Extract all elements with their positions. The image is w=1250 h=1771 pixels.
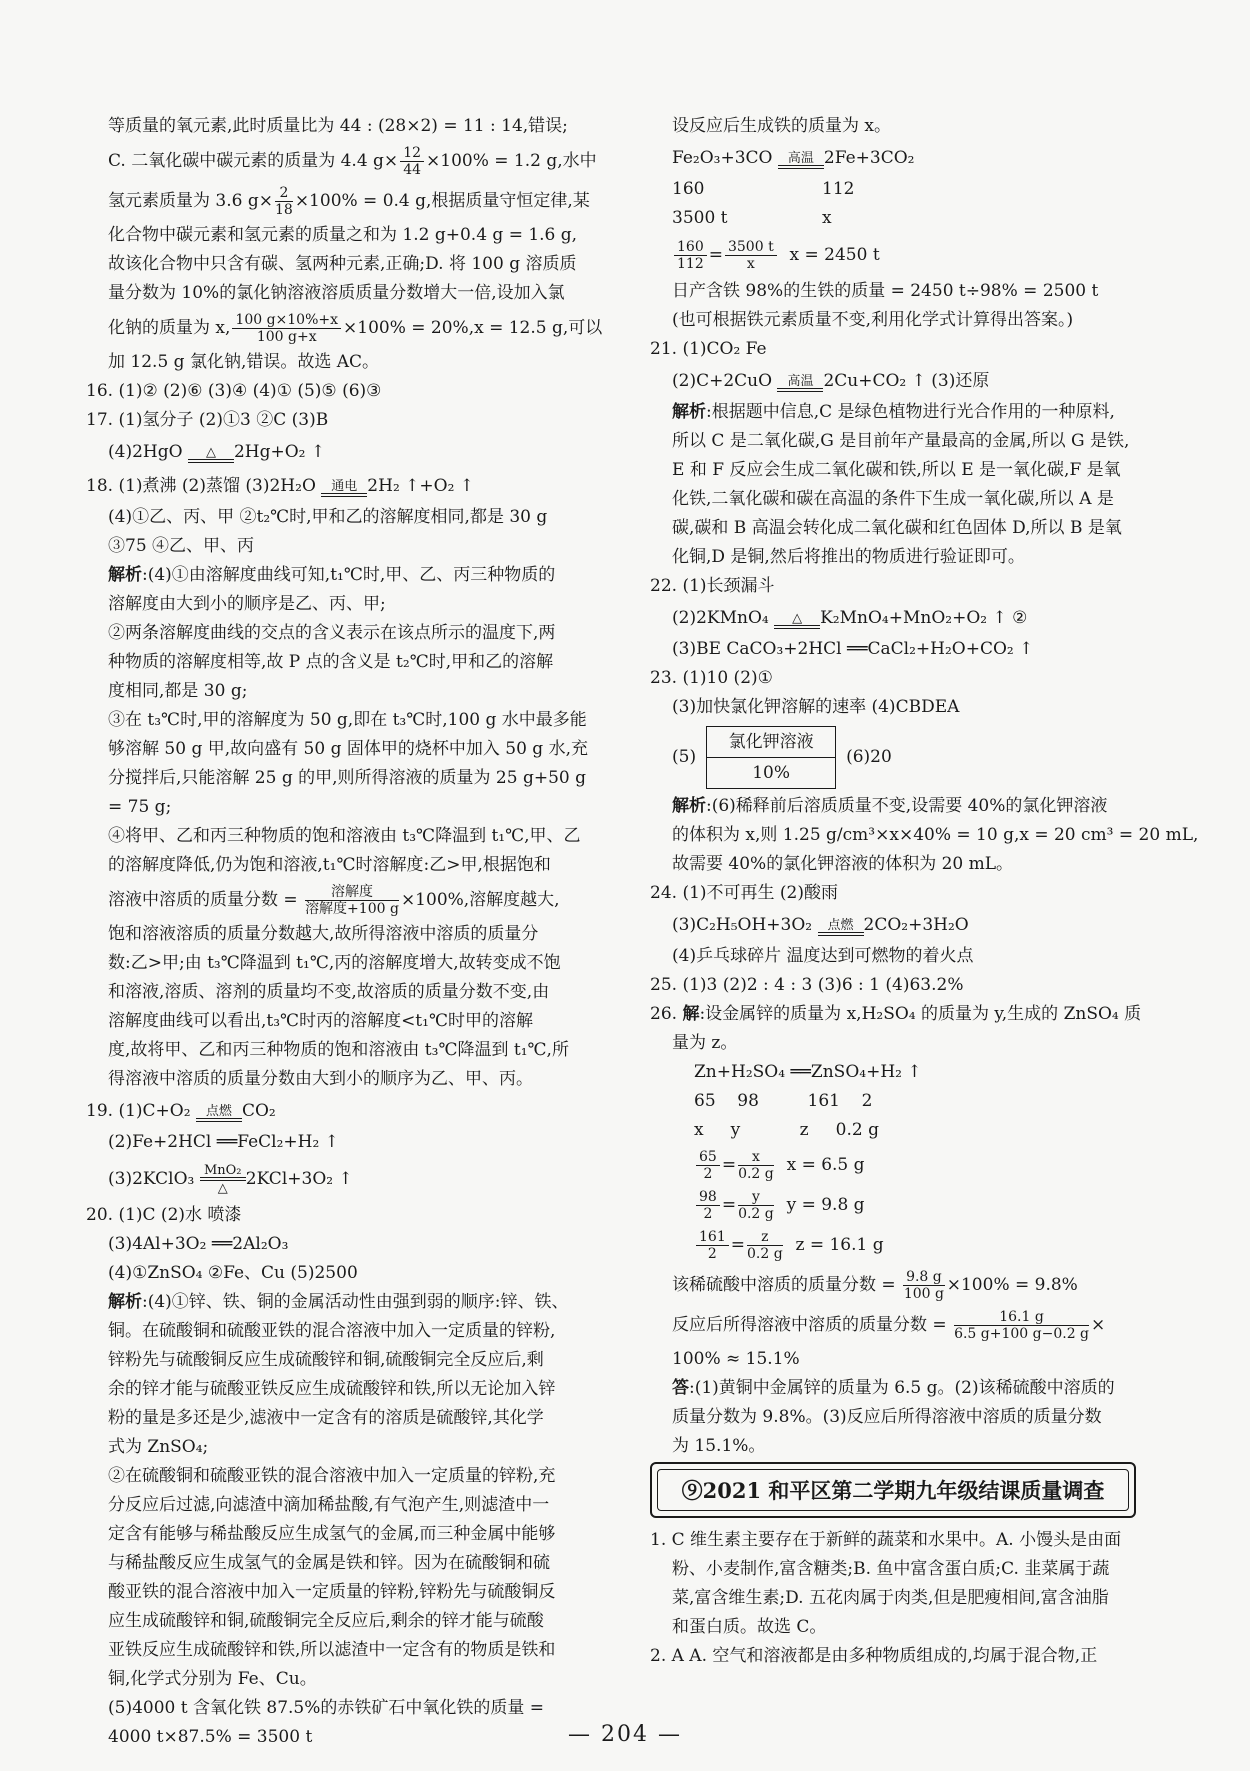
- text-line: ③在 t₃℃时,甲的溶解度为 50 g,即在 t₃℃时,100 g 水中最多能: [108, 710, 587, 730]
- answer-s2: 2. A A. 空气和溶液都是由多种物质组成的,均属于混合物,正: [650, 1646, 1098, 1666]
- text-line: 与稀盐酸反应生成氢气的金属是铁和锌。因为在硫酸铜和硫: [108, 1553, 550, 1573]
- section-banner: [650, 1462, 1136, 1518]
- text-line: (4)①ZnSO₄ ②Fe、Cu (5)2500: [108, 1263, 358, 1283]
- answer-16: 16. (1)② (2)⑥ (3)④ (4)① (5)⑤ (6)③: [86, 381, 382, 401]
- text-line: 铜,化学式分别为 Fe、Cu。: [108, 1669, 317, 1689]
- text-line: 的体积为 x,则 1.25 g/cm³×x×40% = 10 g,x = 20 cm³ = 20 mL,: [672, 825, 1199, 845]
- text-line: 量为 z。: [672, 1033, 738, 1053]
- answer-26: 26. 解:设金属锌的质量为 x,H₂SO₄ 的质量为 y,生成的 ZnSO₄ 质: [650, 1004, 1142, 1024]
- text-line: 化铜,D 是铜,然后将推出的物质进行验证即可。: [672, 547, 1025, 567]
- proportion: $\frac{98}{2}$ = $\frac{y}{0.2 g}$ y = 9.8 g: [650, 1185, 1136, 1225]
- fraction: $\frac{3500 t}{x}$: [725, 239, 777, 272]
- text-line: 种物质的溶解度相等,故 P 点的含义是 t₂℃时,甲和乙的溶解: [108, 652, 554, 672]
- text-line: C. 二氧化碳中碳元素的质量为 4.4 g× $\frac{12}{44}$ ×100% = 1.2 g,水中: [108, 145, 597, 178]
- text-line: 该稀硫酸中溶质的质量分数 = $\frac{9.8 g}{100 g}$ ×100% = 9.8%: [672, 1269, 1078, 1302]
- answer-20: 20. (1)C (2)水 喷漆: [86, 1205, 242, 1225]
- text-line: 的溶解度降低,仍为饱和溶液,t₁℃时溶解度:乙>甲,根据饱和: [108, 855, 551, 875]
- fraction: $\frac{12}{44}$: [400, 145, 424, 178]
- equation: (3)4Al+3O₂ ══2Al₂O₃: [108, 1234, 289, 1254]
- analysis: 解析:(4)①由溶解度曲线可知,t₁℃时,甲、乙、丙三种物质的: [108, 565, 556, 585]
- text-line: x y z 0.2 g: [694, 1120, 879, 1140]
- text-line: 故该化合物中只含有碳、氢两种元素,正确;D. 将 100 g 溶质质: [108, 254, 577, 274]
- analysis: 解析:(4)①锌、铁、铜的金属活动性由强到弱的顺序:锌、铁、: [108, 1292, 569, 1312]
- text-line: ②在硫酸铜和硫酸亚铁的混合溶液中加入一定质量的锌粉,充: [108, 1466, 556, 1486]
- text-line: 和蛋白质。故选 C。: [672, 1617, 827, 1637]
- text-line: = 75 g;: [108, 797, 172, 817]
- text-line: 和溶液,溶质、溶剂的质量均不变,故溶质的质量分数不变,由: [108, 982, 550, 1002]
- fraction: $\frac{160}{112}$: [674, 239, 707, 272]
- text-line: 等质量的氧元素,此时质量比为 44 : (28×2) = 11 : 14,错误;: [108, 116, 568, 136]
- text-line: 所以 C 是二氧化碳,G 是目前年产量最高的金属,所以 G 是铁,: [672, 431, 1130, 451]
- reagent-label: 氯化钾溶液 10%: [706, 726, 836, 789]
- answer-17: 17. (1)氢分子 (2)①3 ②C (3)B: [86, 410, 329, 430]
- text-line: 粉、小麦制作,富含糖类;B. 鱼中富含蛋白质;C. 韭菜属于蔬: [672, 1559, 1110, 1579]
- answer-19: 19. (1)C+O₂ 点燃 CO₂: [86, 1101, 276, 1121]
- text-line: 菜,富含维生素;D. 五花肉属于肉类,但是肥瘦相间,富含油脂: [672, 1588, 1109, 1608]
- text-line: 4000 t×87.5% = 3500 t: [108, 1727, 313, 1747]
- text-line: 100% ≈ 15.1%: [672, 1349, 800, 1369]
- equation: Fe₂O₃+3CO 高温 2Fe+3CO₂: [672, 148, 915, 168]
- analysis: 解析:(6)稀释前后溶质质量不变,设需要 40%的氯化钾溶液: [672, 796, 1108, 816]
- text-line: 酸亚铁的混合溶液中加入一定质量的锌粉,锌粉先与硫酸铜反: [108, 1582, 556, 1602]
- fraction: $\frac{\text{溶解度}}{\text{溶解度+100 g}}$: [305, 884, 399, 917]
- text-line: 亚铁反应生成硫酸锌和铁,所以滤渣中一定含有的物质是铁和: [108, 1640, 556, 1660]
- equation: (4)2HgO △ 2Hg+O₂ ↑: [108, 442, 326, 462]
- text-line: (3)加快氯化钾溶解的速率 (4)CBDEA: [672, 697, 960, 717]
- conclusion: 答:(1)黄铜中金属锌的质量为 6.5 g。(2)该稀硫酸中溶质的: [672, 1378, 1115, 1398]
- text-line: 式为 ZnSO₄;: [108, 1437, 209, 1457]
- answer-22: 22. (1)长颈漏斗: [650, 576, 775, 596]
- section-answers: [650, 1526, 1136, 1671]
- answer-25: 25. (1)3 (2)2 : 4 : 3 (3)6 : 1 (4)63.2%: [650, 975, 964, 995]
- text-line: 量分数为 10%的氯化钠溶液溶质质量分数增大一倍,设加入氯: [108, 283, 565, 303]
- text-line: 粉的量是多还是少,滤液中一定含有的溶质是硫酸锌,其化学: [108, 1408, 544, 1428]
- text-line: 3500 t x: [672, 208, 832, 228]
- text-line: 故需要 40%的氯化钾溶液的体积为 20 mL。: [672, 854, 1014, 874]
- text-line: 日产含铁 98%的生铁的质量 = 2450 t÷98% = 2500 t: [672, 281, 1099, 301]
- text-line: 得溶液中溶质的质量分数由大到小的顺序为乙、甲、丙。: [108, 1069, 533, 1089]
- text-line: 够溶解 50 g 甲,故向盛有 50 g 固体甲的烧杯中加入 50 g 水,充: [108, 739, 588, 759]
- text-line: 分搅拌后,只能溶解 25 g 的甲,则所得溶液的质量为 25 g+50 g: [108, 768, 587, 788]
- answer-21: 21. (1)CO₂ Fe: [650, 339, 767, 359]
- section-title: ⑨2021 和平区第二学期九年级结课质量调查: [657, 1469, 1129, 1511]
- text-line: (5)4000 t 含氧化铁 87.5%的赤铁矿石中氧化铁的质量 =: [108, 1698, 545, 1718]
- text-line: 设反应后生成铁的质量为 x。: [672, 116, 891, 136]
- text-line: 碳,碳和 B 高温会转化成二氧化碳和红色固体 D,所以 B 是氧: [672, 518, 1122, 538]
- text-line: 为 15.1%。: [672, 1436, 766, 1456]
- fraction: $\frac{2}{18}$: [274, 185, 293, 218]
- answer-18: 18. (1)煮沸 (2)蒸馏 (3)2H₂O 通电 2H₂ ↑+O₂ ↑: [86, 476, 475, 496]
- analysis: 解析:根据题中信息,C 是绿色植物进行光合作用的一种原料,: [672, 402, 1115, 422]
- proportion: $\frac{160}{112}$ = $\frac{3500 t}{x}$ x = 2450 t: [650, 233, 1136, 277]
- text-line: ④将甲、乙和丙三种物质的饱和溶液由 t₃℃降温到 t₁℃,甲、乙: [108, 826, 581, 846]
- right-column: [650, 112, 1199, 1461]
- text-line: 160 112: [672, 179, 855, 199]
- text-line: 化钠的质量为 x, $\frac{100 g\times 10\%+x}{100 g+x}$ ×100% = 20%,x = 12.5 g,可以: [108, 312, 603, 345]
- text-line: 氢元素质量为 3.6 g× $\frac{2}{18}$ ×100% = 0.4 g,根据质量守恒定律,某: [108, 185, 590, 218]
- label-row: (5) 氯化钾溶液 10% (6)20: [650, 722, 1136, 792]
- text-line: 度相同,都是 30 g;: [108, 681, 248, 701]
- text-line: 溶解度曲线可以看出,t₃℃时丙的溶解度<t₁℃时甲的溶解: [108, 1011, 533, 1031]
- text-line: 余的锌才能与硫酸亚铁反应生成硫酸锌和铁,所以无论加入锌: [108, 1379, 556, 1399]
- text-line: 反应后所得溶液中溶质的质量分数 = $\frac{16.1 g}{6.5 g+100 g-0.2 g}$ ×: [672, 1309, 1106, 1342]
- text-line: 饱和溶液溶质的质量分数越大,故所得溶液中溶质的质量分: [108, 924, 539, 944]
- equation: (2)2KMnO₄ △ K₂MnO₄+MnO₂+O₂ ↑ ②: [672, 608, 1028, 628]
- equation: (2)C+2CuO 高温 2Cu+CO₂ ↑ (3)还原: [672, 371, 990, 391]
- equation: (3)2KClO₃ MnO₂ △ 2KCl+3O₂ ↑: [108, 1163, 353, 1196]
- equation: (3)BE CaCO₃+2HCl ══CaCl₂+H₂O+CO₂ ↑: [672, 639, 1034, 659]
- text-line: 锌粉先与硫酸铜反应生成硫酸锌和铜,硫酸铜完全反应后,剩: [108, 1350, 544, 1370]
- text-line: 数:乙>甲;由 t₃℃降温到 t₁℃,丙的溶解度增大,故转变成不饱: [108, 953, 561, 973]
- text-line: ③75 ④乙、甲、丙: [108, 536, 255, 556]
- proportion: $\frac{65}{2}$ = $\frac{x}{0.2 g}$ x = 6.5 g: [650, 1145, 1136, 1185]
- text-line: 分反应后过滤,向滤渣中滴加稀盐酸,有气泡产生,则滤渣中一: [108, 1495, 550, 1515]
- text-line: 化铁,二氧化碳和碳在高温的条件下生成一氧化碳,所以 A 是: [672, 489, 1114, 509]
- equation: (3)C₂H₅OH+3O₂ 点燃 2CO₂+3H₂O: [672, 915, 969, 935]
- text-line: 加 12.5 g 氯化钠,错误。故选 AC。: [108, 352, 380, 372]
- equation: (2)Fe+2HCl ══FeCl₂+H₂ ↑: [108, 1132, 339, 1152]
- page-number: — 204 —: [568, 1722, 682, 1747]
- text-line: 应生成硫酸锌和铜,硫酸铜完全反应后,剩余的锌才能与硫酸: [108, 1611, 544, 1631]
- text-line: (4)乒乓球碎片 温度达到可燃物的着火点: [672, 946, 974, 966]
- text-line: 65 98 161 2: [694, 1091, 873, 1111]
- text-line: 溶液中溶质的质量分数 = $\frac{\text{溶解度}}{\text{溶解度+100 g}}$ ×100%,溶解度越大,: [108, 884, 560, 917]
- text-line: 定含有能够与稀盐酸反应生成氢气的金属,而三种金属中能够: [108, 1524, 556, 1544]
- text-line: 铜。在硫酸铜和硫酸亚铁的混合溶液中加入一定质量的锌粉,: [108, 1321, 556, 1341]
- text-line: (4)①乙、丙、甲 ②t₂℃时,甲和乙的溶解度相同,都是 30 g: [108, 507, 548, 527]
- equation: Zn+H₂SO₄ ══ZnSO₄+H₂ ↑: [694, 1062, 922, 1082]
- left-column: [86, 112, 606, 1752]
- proportion: $\frac{161}{2}$ = $\frac{z}{0.2 g}$ z = 16.1 g: [650, 1225, 1136, 1265]
- fraction: $\frac{100 g\times 10\%+x}{100 g+x}$: [232, 312, 341, 345]
- text-line: 度,故将甲、乙和丙三种物质的饱和溶液由 t₃℃降温到 t₁℃,所: [108, 1040, 569, 1060]
- text-line: 溶解度由大到小的顺序是乙、丙、甲;: [108, 594, 386, 614]
- answer-s1: 1. C 维生素主要存在于新鲜的蔬菜和水果中。A. 小馒头是由面: [650, 1530, 1122, 1550]
- text-line: 化合物中碳元素和氢元素的质量之和为 1.2 g+0.4 g = 1.6 g,: [108, 225, 578, 245]
- answer-23: 23. (1)10 (2)①: [650, 668, 773, 688]
- text-line: E 和 F 反应会生成二氧化碳和铁,所以 E 是一氧化碳,F 是氧: [672, 460, 1121, 480]
- text-line: (也可根据铁元素质量不变,利用化学式计算得出答案。): [672, 310, 1074, 330]
- text-line: ②两条溶解度曲线的交点的含义表示在该点所示的温度下,两: [108, 623, 556, 643]
- answer-24: 24. (1)不可再生 (2)酸雨: [650, 883, 839, 903]
- text-line: 质量分数为 9.8%。(3)反应后所得溶液中溶质的质量分数: [672, 1407, 1102, 1427]
